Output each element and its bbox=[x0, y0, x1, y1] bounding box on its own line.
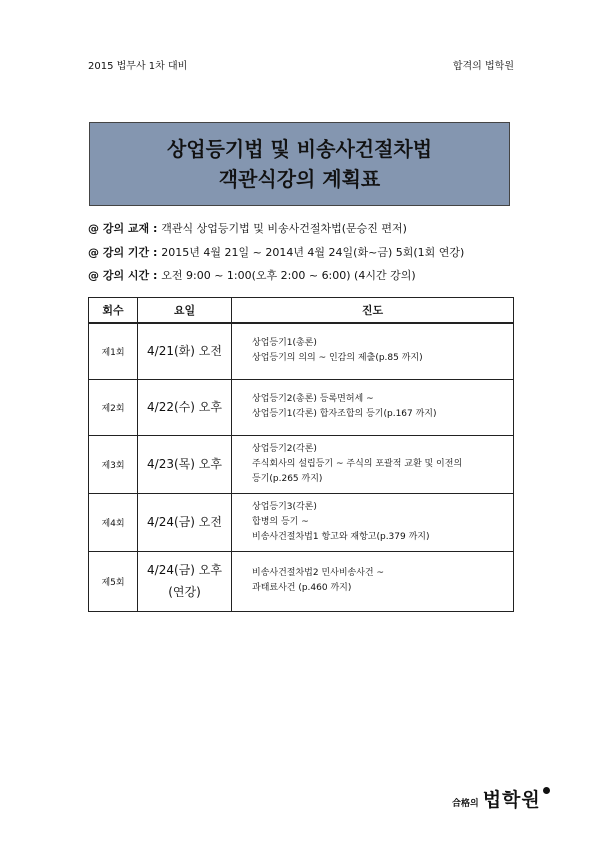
day-cell bbox=[138, 435, 232, 493]
progress-cell bbox=[232, 379, 514, 435]
progress-line: 주식회사의 설립등기 ~ 주식의 포괄적 교환 및 이전의 bbox=[252, 458, 463, 469]
info-time bbox=[88, 267, 416, 283]
schedule-table bbox=[88, 297, 514, 612]
header-right-text: 합격의 법학원 bbox=[452, 61, 514, 72]
info-value: 2015년 4월 21일 ~ 2014년 4월 24일(화~금) 5회(1회 연강) bbox=[161, 246, 465, 259]
header-left-text: 2015 법무사 1차 대비 bbox=[88, 61, 188, 72]
info-label: @ 강의 교재 : bbox=[88, 222, 158, 235]
day-text: 4/24(금) 오후 bbox=[147, 563, 222, 577]
round-cell: 제1회 bbox=[89, 323, 138, 379]
progress-cell bbox=[232, 493, 514, 551]
progress-cell bbox=[232, 551, 514, 611]
progress-line: 상업등기의 의의 ~ 인감의 제출(p.85 까지) bbox=[252, 353, 423, 364]
round-cell: 제2회 bbox=[89, 379, 138, 435]
info-period bbox=[88, 244, 464, 260]
column-header-day: 요일 bbox=[138, 298, 232, 324]
table-row bbox=[89, 551, 514, 611]
info-value: 객관식 상업등기법 및 비송사건절차법(문승진 편저) bbox=[161, 222, 407, 235]
column-header-progress: 진도 bbox=[232, 298, 514, 324]
progress-line: 상업등기3(각론) bbox=[252, 501, 317, 512]
table-row bbox=[89, 493, 514, 551]
title-box bbox=[89, 122, 510, 206]
title-line-1: 상업등기법 및 비송사건절차법 bbox=[166, 137, 433, 161]
round-cell: 제4회 bbox=[89, 493, 138, 551]
column-header-round: 회수 bbox=[89, 298, 138, 324]
progress-line: 비송사건절차법1 항고와 재항고(p.379 까지) bbox=[252, 531, 430, 542]
day-text: 4/22(수) 오후 bbox=[147, 400, 222, 414]
day-cell bbox=[138, 323, 232, 379]
table-header-row bbox=[89, 298, 514, 324]
academy-logo bbox=[452, 785, 550, 812]
logo-dot-icon bbox=[543, 787, 550, 794]
round-cell: 제3회 bbox=[89, 435, 138, 493]
info-label: @ 강의 기간 : bbox=[88, 246, 158, 259]
table-row bbox=[89, 323, 514, 379]
progress-line: 상업등기2(총론) 등록면허세 ~ bbox=[252, 394, 374, 404]
progress-line: 상업등기1(총론) bbox=[252, 338, 317, 349]
progress-line: 과태료사건 (p.460 까지) bbox=[252, 583, 352, 593]
table-row bbox=[89, 379, 514, 435]
logo-small-text: 合格의 bbox=[452, 799, 479, 809]
info-textbook bbox=[88, 220, 407, 236]
table-row bbox=[89, 435, 514, 493]
progress-line: 비송사건절차법2 민사비송사건 ~ bbox=[252, 568, 385, 578]
day-cell bbox=[138, 551, 232, 611]
day-text: 4/21(화) 오전 bbox=[147, 344, 222, 359]
logo-big-text: 법학원 bbox=[482, 789, 541, 811]
progress-line: 등기(p.265 까지) bbox=[252, 473, 323, 484]
day-text: 4/24(금) 오전 bbox=[147, 515, 222, 529]
progress-line: 상업등기1(각론) 합자조합의 등기(p.167 까지) bbox=[252, 409, 437, 419]
progress-cell bbox=[232, 435, 514, 493]
day-cell bbox=[138, 493, 232, 551]
info-value: 오전 9:00 ~ 1:00(오후 2:00 ~ 6:00) (4시간 강의) bbox=[161, 269, 416, 282]
progress-cell bbox=[232, 323, 514, 379]
day-note: (연강) bbox=[168, 585, 201, 599]
info-label: @ 강의 시간 : bbox=[88, 269, 158, 282]
day-cell bbox=[138, 379, 232, 435]
progress-line: 상업등기2(각론) bbox=[252, 443, 317, 454]
title-line-2: 객관식강의 계획표 bbox=[218, 167, 381, 191]
day-text: 4/23(목) 오후 bbox=[147, 457, 222, 471]
progress-line: 합병의 등기 ~ bbox=[252, 516, 309, 527]
round-cell: 제5회 bbox=[89, 551, 138, 611]
